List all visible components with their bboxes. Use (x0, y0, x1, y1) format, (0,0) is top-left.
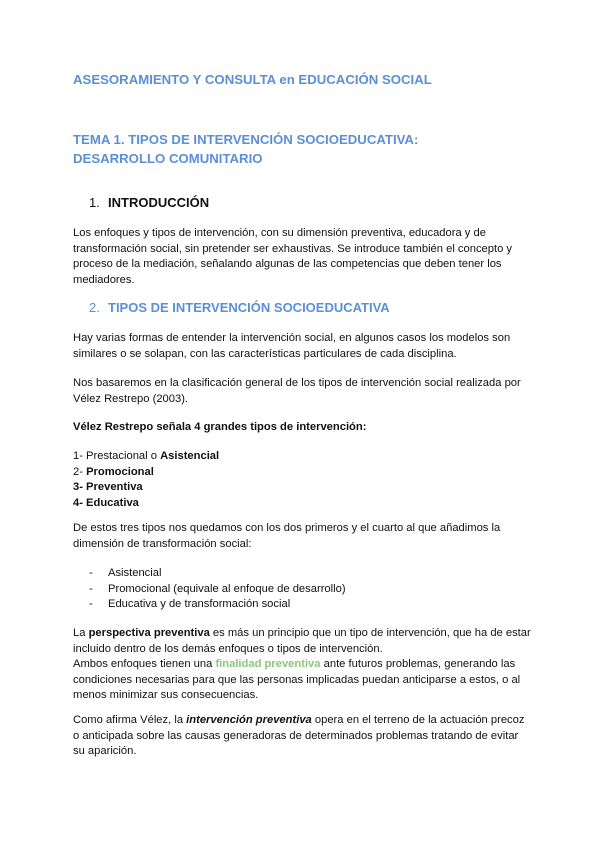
emphasis-intervencion: intervención preventiva (186, 714, 312, 726)
text-run: Ambos enfoques tienen una (73, 658, 216, 670)
type-item-1 (73, 449, 533, 465)
list-item-label: Promocional (equivale al enfoque de desarrollo) (108, 582, 346, 595)
list-item-label: Asistencial (108, 567, 162, 579)
list-item: - Educativa y de transformación social (89, 597, 346, 613)
paragraph-finalidad (73, 657, 533, 704)
paragraph-velez-intro: Vélez Restrepo señala 4 grandes tipos de intervención: (73, 421, 367, 433)
section-title: TIPOS DE INTERVENCIÓN SOCIOEDUCATIVA (108, 300, 390, 315)
paragraph-formas: Hay varias formas de entender la intervención social, en algunos casos los modelos son similares o se solapan, con las características particulares de cada disciplina. (73, 332, 511, 360)
tema-heading-line2: DESARROLLO COMUNITARIO (73, 151, 263, 166)
section-title: INTRODUCCIÓN (108, 195, 210, 210)
type-item-2 (73, 465, 533, 481)
intro-paragraph: Los enfoques y tipos de intervención, con su dimensión preventiva, educadora y de transformación social, sin pretender ser exhaustivas. Se introduce también el concepto y proceso de la mediación, señalando algunas de las competencias que deben tener los mediadores. (73, 227, 513, 286)
section-number: 1. (89, 195, 100, 210)
type-item-3: 3- Preventiva (73, 481, 143, 493)
type-item-label: Promocional (86, 465, 154, 478)
section-number: 2. (89, 300, 100, 315)
type-item-label: Asistencial (160, 450, 220, 462)
type-item-prefix: 1- Prestacional o (73, 450, 161, 462)
paragraph-tres-tipos: De estos tres tipos nos quedamos con los dos primeros y el cuarto al que añadimos la dimensión de transformación social: (73, 522, 501, 550)
type-item-prefix: 2- (73, 465, 87, 478)
paragraph-clasificacion: Nos basaremos en la clasificación general de los tipos de intervención social realizada por Vélez Restrepo (2003). (73, 377, 521, 405)
list-item: - Promocional (equivale al enfoque de desarrollo) (89, 582, 346, 598)
paragraph-velez-cita (73, 713, 533, 760)
emphasis-perspectiva: perspectiva preventiva (88, 627, 210, 639)
bullet-list (89, 566, 346, 613)
text-run: ante futuros problemas, generando las condiciones necesarias para que las personas implicadas puedan anticiparse a estos, o al menos minimizar sus consecuencias. (73, 658, 521, 701)
document-title: ASESORAMIENTO Y CONSULTA en EDUCACIÓN SOCIAL (73, 72, 432, 87)
text-run: opera en el terreno de la actuación precoz o anticipada sobre las causas generadoras de determinados problemas tratando de evitar su aparición. (73, 714, 525, 757)
types-list (73, 449, 533, 511)
section-heading-tipos (89, 300, 390, 315)
text-run: es más un principio que un tipo de intervención, que ha de estar incluido dentro de los demás enfoques o tipos de intervención. (73, 627, 531, 655)
type-item-4: 4- Educativa (73, 496, 139, 509)
section-heading-introduccion (89, 195, 209, 210)
list-item: - Asistencial (89, 566, 346, 582)
text-run: Como afirma Vélez, la (73, 714, 187, 726)
highlight-finalidad: finalidad preventiva (215, 658, 321, 670)
tema-heading-line1: TEMA 1. TIPOS DE INTERVENCIÓN SOCIOEDUCATIVA: (73, 132, 419, 147)
tema-heading (73, 130, 533, 168)
text-run: La (73, 627, 89, 639)
list-item-label: Educativa y de transformación social (108, 598, 291, 610)
paragraph-perspectiva (73, 626, 533, 657)
